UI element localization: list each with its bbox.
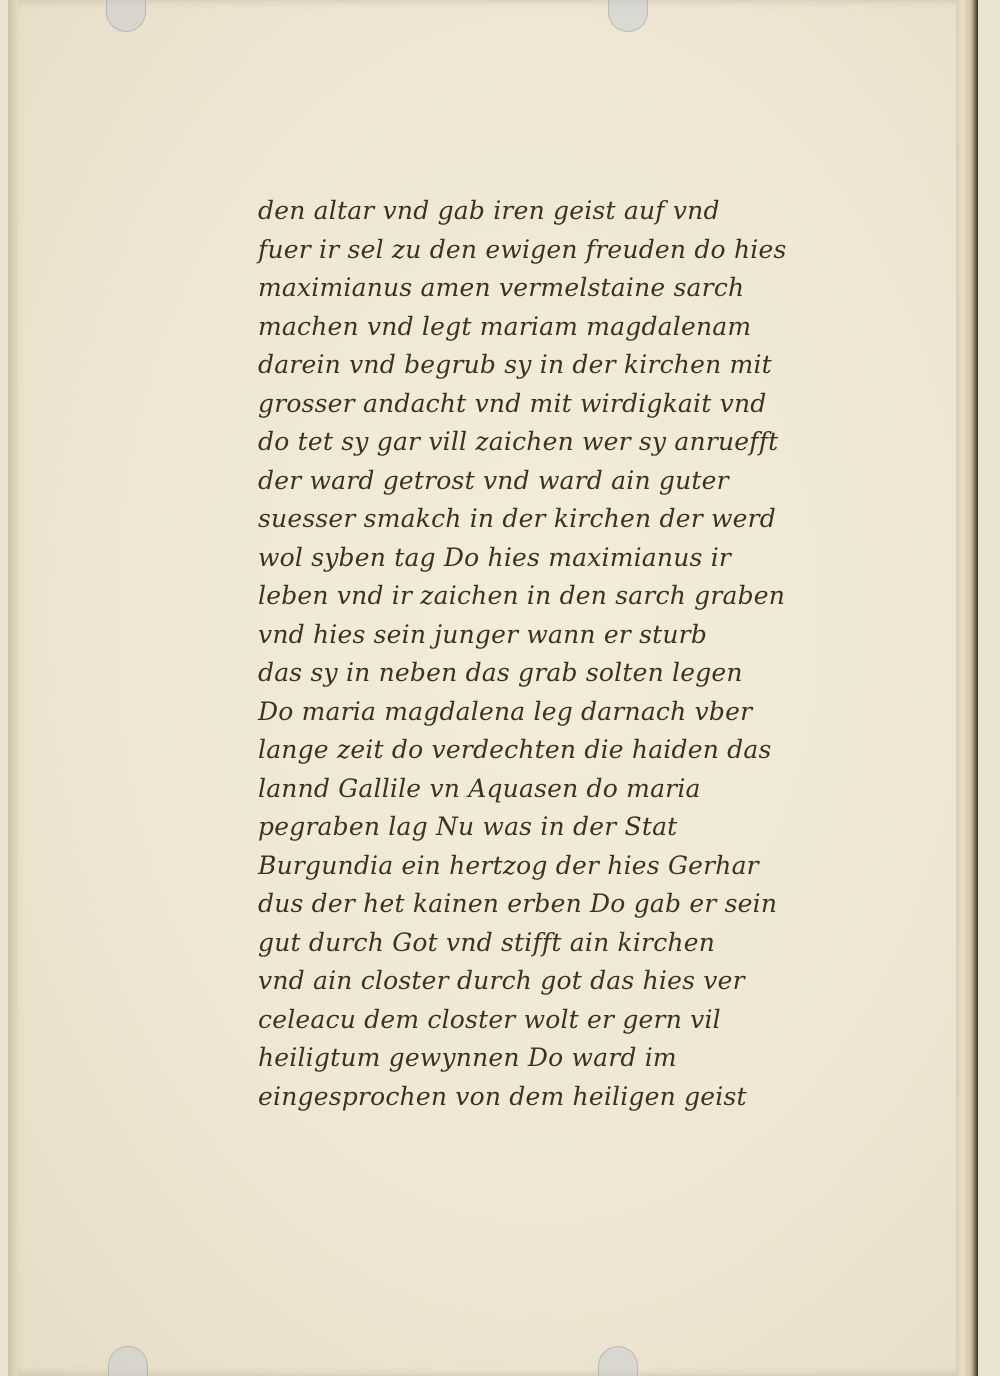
book-clip-top-left <box>106 0 146 32</box>
book-clip-top-right <box>608 0 648 32</box>
text-line: Burgundia ein hertzog der hies Gerhar <box>258 850 759 880</box>
text-line: maximianus amen vermelstaine sarch <box>258 273 745 302</box>
text-line: den altar vnd gab iren geist auf vnd <box>258 196 720 225</box>
page-edge <box>956 0 978 1376</box>
book-clip-bottom-right <box>598 1346 638 1376</box>
text-line: vnd hies sein junger wann er sturb <box>258 619 708 649</box>
text-line: der ward getrost vnd ward ain guter <box>258 465 729 495</box>
text-line: suesser smakch in der kirchen der werd <box>258 504 776 533</box>
text-line: lange zeit do verdechten die haiden das <box>258 735 772 764</box>
text-line: dus der het kainen erben Do gab er sein <box>258 889 778 918</box>
text-line: machen vnd legt mariam magdalenam <box>258 311 752 341</box>
manuscript-page <box>8 0 978 1376</box>
text-line: pegraben lag Nu was in der Stat <box>258 812 678 841</box>
text-line: do tet sy gar vill zaichen wer sy anruefft <box>258 427 779 456</box>
page-gutter <box>8 0 18 1376</box>
text-line: vnd ain closter durch got das hies ver <box>258 966 745 995</box>
text-line: heiligtum gewynnen Do ward im <box>258 1043 677 1072</box>
text-line: wol syben tag Do hies maximianus ir <box>258 542 732 572</box>
text-line: darein vnd begrub sy in der kirchen mit <box>258 350 772 379</box>
text-line: gut durch Got vnd stifft ain kirchen <box>258 927 716 957</box>
text-line: leben vnd ir zaichen in den sarch graben <box>258 581 786 610</box>
book-clip-bottom-left <box>108 1346 148 1376</box>
text-line: grosser andacht vnd mit wirdigkait vnd <box>258 388 767 418</box>
text-line: eingesprochen von dem heiligen geist <box>258 1081 747 1111</box>
text-line: fuer ir sel zu den ewigen freuden do hies <box>258 234 787 264</box>
text-line: Do maria magdalena leg darnach vber <box>258 696 753 726</box>
manuscript-text-block <box>258 192 898 1116</box>
text-line: celeacu dem closter wolt er gern vil <box>258 1004 721 1034</box>
text-line: das sy in neben das grab solten legen <box>258 658 743 687</box>
text-line: lannd Gallile vn Aquasen do maria <box>258 773 701 803</box>
